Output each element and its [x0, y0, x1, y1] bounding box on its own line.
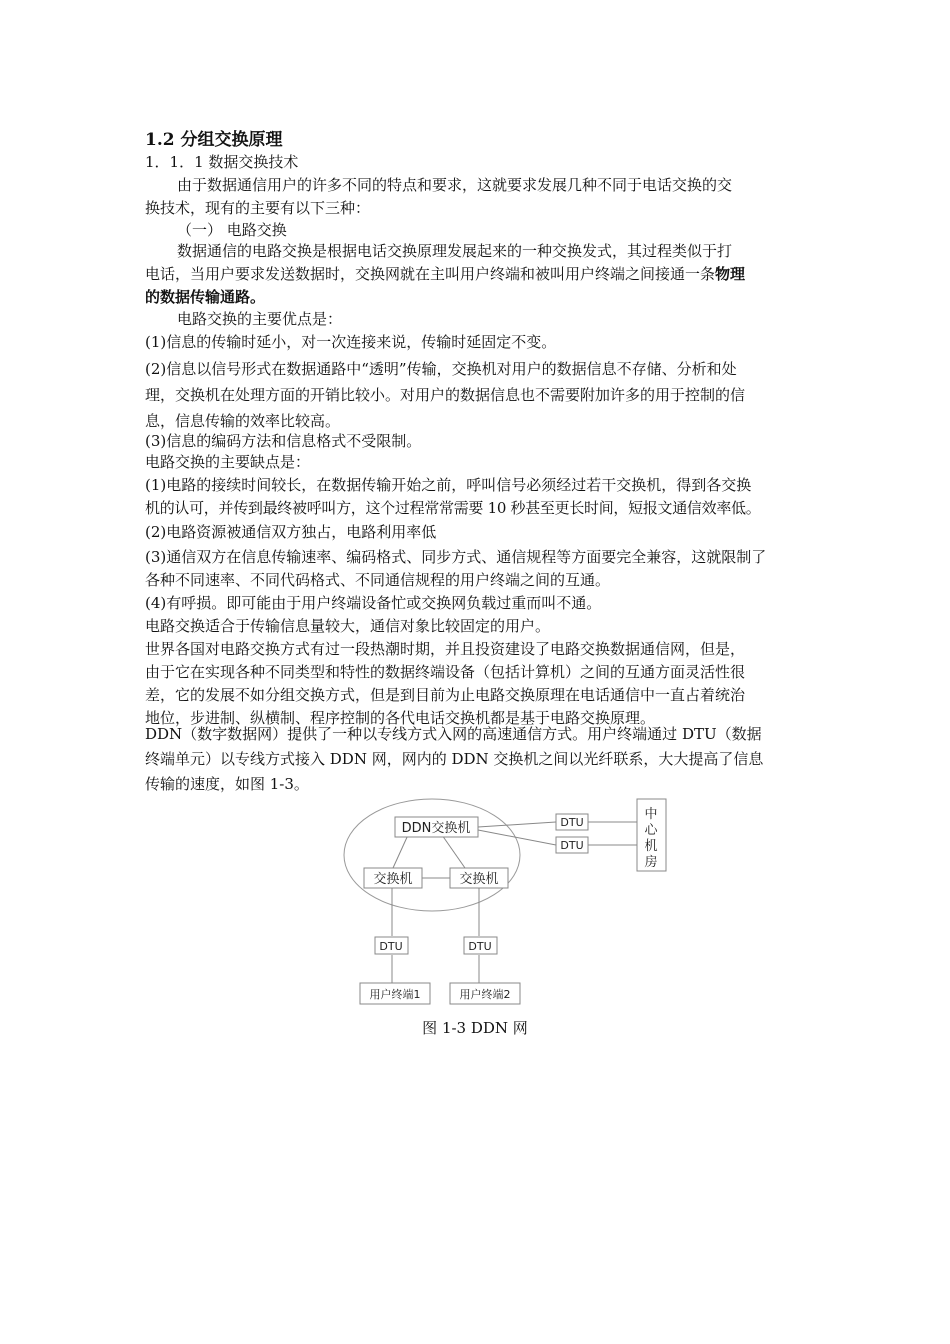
- disadvantage-3-line-1: (3)通信双方在信息传输速率、编码格式、同步方式、通信规程等方面要完全兼容，这就限制了: [145, 548, 767, 566]
- center-room-char-2: 心: [644, 823, 658, 838]
- disadvantage-3-line-2: 各种不同速率、不同代码格式、不同通信规程的用户终端之间的互通。: [145, 571, 611, 589]
- intro-line-1: 由于数据通信用户的许多不同的特点和要求，这就要求发展几种不同于电话交换的交: [177, 176, 733, 194]
- link-ddn-dtu1: [478, 822, 556, 827]
- user-terminal-1-label: 用户终端1: [369, 988, 421, 1001]
- history-line-2: 由于它在实现各种不同类型和特性的数据终端设备（包括计算机）之间的互通方面灵活性很: [145, 663, 746, 681]
- ddn-line-2: 终端单元）以专线方式接入 DDN 网，网内的 DDN 交换机之间以光纤联系，大大提高了信息: [145, 750, 764, 768]
- circuit-desc-bold-1: 物理: [715, 265, 746, 283]
- advantage-2-line-1: (2)信息以信号形式在数据通路中“透明”传输，交换机对用户的数据信息不存储、分析和处: [145, 360, 737, 378]
- advantage-1: (1)信息的传输时延小，对一次连接来说，传输时延固定不变。: [145, 333, 557, 351]
- disadvantages-title: 电路交换的主要缺点是：: [145, 453, 311, 471]
- ddn-line-1: DDN（数字数据网）提供了一种以专线方式入网的高速通信方式。用户终端通过 DTU（数据: [145, 725, 762, 743]
- circuit-desc-line-1: 数据通信的电路交换是根据电话交换原理发展起来的一种交换发式，其过程类似于打: [177, 242, 733, 260]
- dtu-top-1-label: DTU: [560, 816, 584, 829]
- link-ddn-switch-right: [442, 835, 465, 868]
- circuit-description: [145, 240, 813, 309]
- ddn-switch-label: DDN交换机: [401, 821, 471, 836]
- link-ddn-dtu2: [478, 830, 556, 845]
- advantage-2: [145, 356, 813, 434]
- disadvantage-4: (4)有呼损。即可能由于用户终端设备忙或交换网负载过重而叫不通。: [145, 594, 602, 612]
- link-ddn-switch-left: [393, 835, 408, 868]
- circuit-desc-bold-2: 的数据传输通路。: [145, 288, 266, 306]
- switch-left-label: 交换机: [373, 872, 413, 887]
- history-line-3: 差，它的发展不如分组交换方式，但是到目前为止电路交换原理在电话通信中一直占着统治: [145, 686, 746, 704]
- history-line-1: 世界各国对电路交换方式有过一段热潮时期，并且投资建设了电路交换数据通信网，但是，: [145, 640, 746, 658]
- circuit-switching-heading: （一） 电路交换: [177, 221, 287, 239]
- dtu-top-2-label: DTU: [560, 839, 584, 852]
- dtu-left-label: DTU: [379, 940, 403, 953]
- user-terminal-2-label: 用户终端2: [459, 988, 511, 1001]
- ddn-line-3: 传输的速度，如图 1-3。: [145, 775, 309, 793]
- disadvantage-2: (2)电路资源被通信双方独占，电路利用率低: [145, 523, 437, 541]
- history-paragraph: [145, 638, 813, 730]
- ddn-network-diagram: [330, 790, 680, 1015]
- disadvantage-3: [145, 546, 813, 592]
- ddn-network-boundary: [344, 799, 520, 911]
- center-room-char-4: 房: [644, 855, 658, 870]
- advantage-3: (3)信息的编码方法和信息格式不受限制。: [145, 432, 422, 450]
- circuit-desc-line-2: 电话，当用户要求发送数据时，交换网就在主叫用户终端和被叫用户终端之间接通一条: [145, 265, 716, 283]
- ddn-paragraph: [145, 722, 813, 797]
- center-room-char-3: 机: [644, 839, 658, 854]
- dtu-right-label: DTU: [468, 940, 492, 953]
- disadvantage-1-line-1: (1)电路的接续时间较长，在数据传输开始之前，呼叫信号必须经过若干交换机，得到各交换: [145, 476, 752, 494]
- disadvantage-1-line-2: 机的认可，并传到最终被呼叫方，这个过程常常需要 10 秒甚至更长时间，短报文通信效率低。: [145, 499, 761, 517]
- subsection-title: 1．1．1 数据交换技术: [145, 153, 299, 171]
- intro-line-2: 换技术，现有的主要有以下三种：: [145, 199, 371, 217]
- center-room-char-1: 中: [644, 807, 658, 822]
- advantage-2-line-2: 理，交换机在处理方面的开销比较小。对用户的数据信息也不需要附加许多的用于控制的信: [145, 386, 746, 404]
- suitable-users: 电路交换适合于传输信息量较大，通信对象比较固定的用户。: [145, 617, 551, 635]
- intro-paragraph: [145, 174, 813, 220]
- history-line-4: 地位，步进制、纵横制、程序控制的各代电话交换机都是基于电路交换原理。: [145, 709, 656, 727]
- disadvantage-1: [145, 474, 813, 520]
- section-title: 1.2 分组交换原理: [145, 130, 283, 150]
- switch-right-label: 交换机: [459, 872, 499, 887]
- figure-caption: 图 1-3 DDN 网: [422, 1019, 528, 1037]
- advantage-2-line-3: 息，信息传输的效率比较高。: [145, 412, 341, 430]
- advantages-title: 电路交换的主要优点是：: [177, 310, 343, 328]
